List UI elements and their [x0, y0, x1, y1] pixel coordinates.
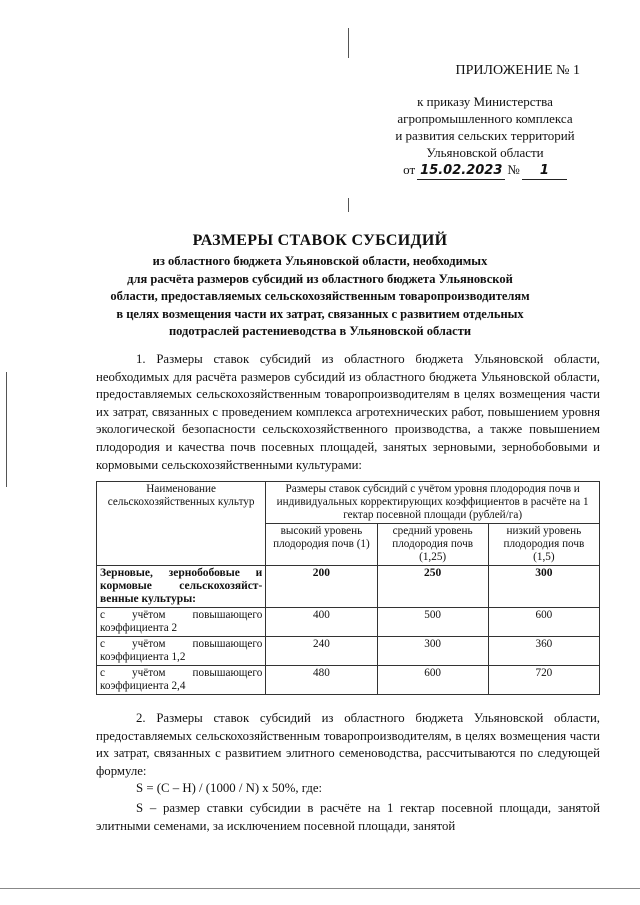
rate-high: 480: [266, 666, 377, 695]
col-high-fertility: высокий уровень плодородия почв (1): [266, 524, 377, 566]
paragraph-2: [96, 710, 600, 780]
rate-low: 720: [488, 666, 599, 695]
rate-low: 300: [488, 566, 599, 608]
subsidy-rates-table: [96, 481, 600, 695]
scan-mark: [348, 198, 349, 212]
subtitle-line: из областного бюджета Ульяновской области, необходимых: [152, 254, 488, 268]
col-low-fertility: низкий уровень плодородия почв (1,5): [488, 524, 599, 566]
rate-high: 200: [266, 566, 377, 608]
date-prefix: от: [403, 162, 416, 177]
header-line: агропромышленного комплекса: [397, 111, 573, 126]
order-date-line: [370, 161, 600, 180]
rate-mid: 600: [377, 666, 488, 695]
col-mid-fertility: средний уровень плодородия почв (1,25): [377, 524, 488, 566]
handwritten-date: 15.02.2023: [417, 162, 505, 180]
handwritten-number: 1: [522, 162, 567, 180]
header-line: и развития сельских территорий: [395, 128, 575, 143]
table-row: [97, 608, 600, 637]
rate-mid: 300: [377, 637, 488, 666]
document-subtitle: [90, 253, 550, 341]
row-label: с учётом повышающего коэффициента 2: [97, 608, 266, 637]
formula: S = (С – Н) / (1000 / N) х 50%, где:: [136, 781, 323, 795]
col-crop-name: Наименование сельскохозяйственных культур: [97, 482, 266, 566]
rate-low: 360: [488, 637, 599, 666]
row-label: Зерновые, зернобобовые и кормовые сельскохозяйст-венные культуры:: [97, 566, 266, 608]
col-rates: Размеры ставок субсидий с учётом уровня плодородия почв и индивидуальных корректирующих коэффициентов в расчёте на 1 гектар посевной площади (рублей/га): [266, 482, 600, 524]
paragraph-1: [96, 351, 600, 474]
header-line: к приказу Министерства: [417, 94, 553, 109]
page-bottom-rule: [0, 888, 640, 889]
row-label: с учётом повышающего коэффициента 2,4: [97, 666, 266, 695]
subtitle-line: для расчёта размеров субсидий из областного бюджета Ульяновской: [127, 271, 513, 286]
subtitle-line: области, предоставляемых сельскохозяйственным товаропроизводителям: [110, 289, 530, 303]
rate-high: 400: [266, 608, 377, 637]
appendix-number: ПРИЛОЖЕНИЕ № 1: [455, 63, 580, 78]
rate-mid: 500: [377, 608, 488, 637]
paragraph-1-text: 1. Размеры ставок субсидий из областного бюджета Ульяновской области, необходимых для расчёта размеров субсидий из областного бюджета Ульяновской области, предоставляемых сельскохозяйственным товаропроизводителям в целях возмещения части их затрат, связанных с проведением комплекса агротехнических работ, повышением уровня экологической безопасности сельскохозяйственного производства, а также повышением плодородия и качества почв посевных площадей, занятых зерновыми, зернобобовыми и кормовыми сельскохозяйственными культурами:: [96, 352, 600, 472]
table-row: [97, 666, 600, 695]
paragraph-2-text: 2. Размеры ставок субсидий из областного бюджета Ульяновской области, предоставляемых сельскохозяйственным товаропроизводителям, в целях возмещения части их затрат, связанных с развитием элитного семеноводства, рассчитываются по следующей формуле:: [96, 711, 600, 778]
subtitle-line: в целях возмещения части их затрат, связанных с развитием отдельных: [116, 306, 524, 321]
table-row: [97, 637, 600, 666]
scan-mark: [6, 372, 7, 487]
document-title: РАЗМЕРЫ СТАВОК СУБСИДИЙ: [192, 232, 448, 249]
table-row: [97, 566, 600, 608]
rate-mid: 250: [377, 566, 488, 608]
rate-high: 240: [266, 637, 377, 666]
scan-mark: [348, 28, 349, 58]
rate-low: 600: [488, 608, 599, 637]
subtitle-line: подотраслей растениеводства в Ульяновской области: [168, 324, 472, 338]
paragraph-3-text: S – размер ставки субсидии в расчёте на 1 гектар посевной площади, занятой элитными семенами, за исключением посевной площади, занятой: [96, 801, 600, 833]
number-prefix: №: [507, 162, 520, 177]
row-label: с учётом повышающего коэффициента 1,2: [97, 637, 266, 666]
appendix-header: [370, 62, 600, 180]
header-line: Ульяновской области: [426, 145, 544, 160]
paragraph-3: [96, 800, 600, 835]
